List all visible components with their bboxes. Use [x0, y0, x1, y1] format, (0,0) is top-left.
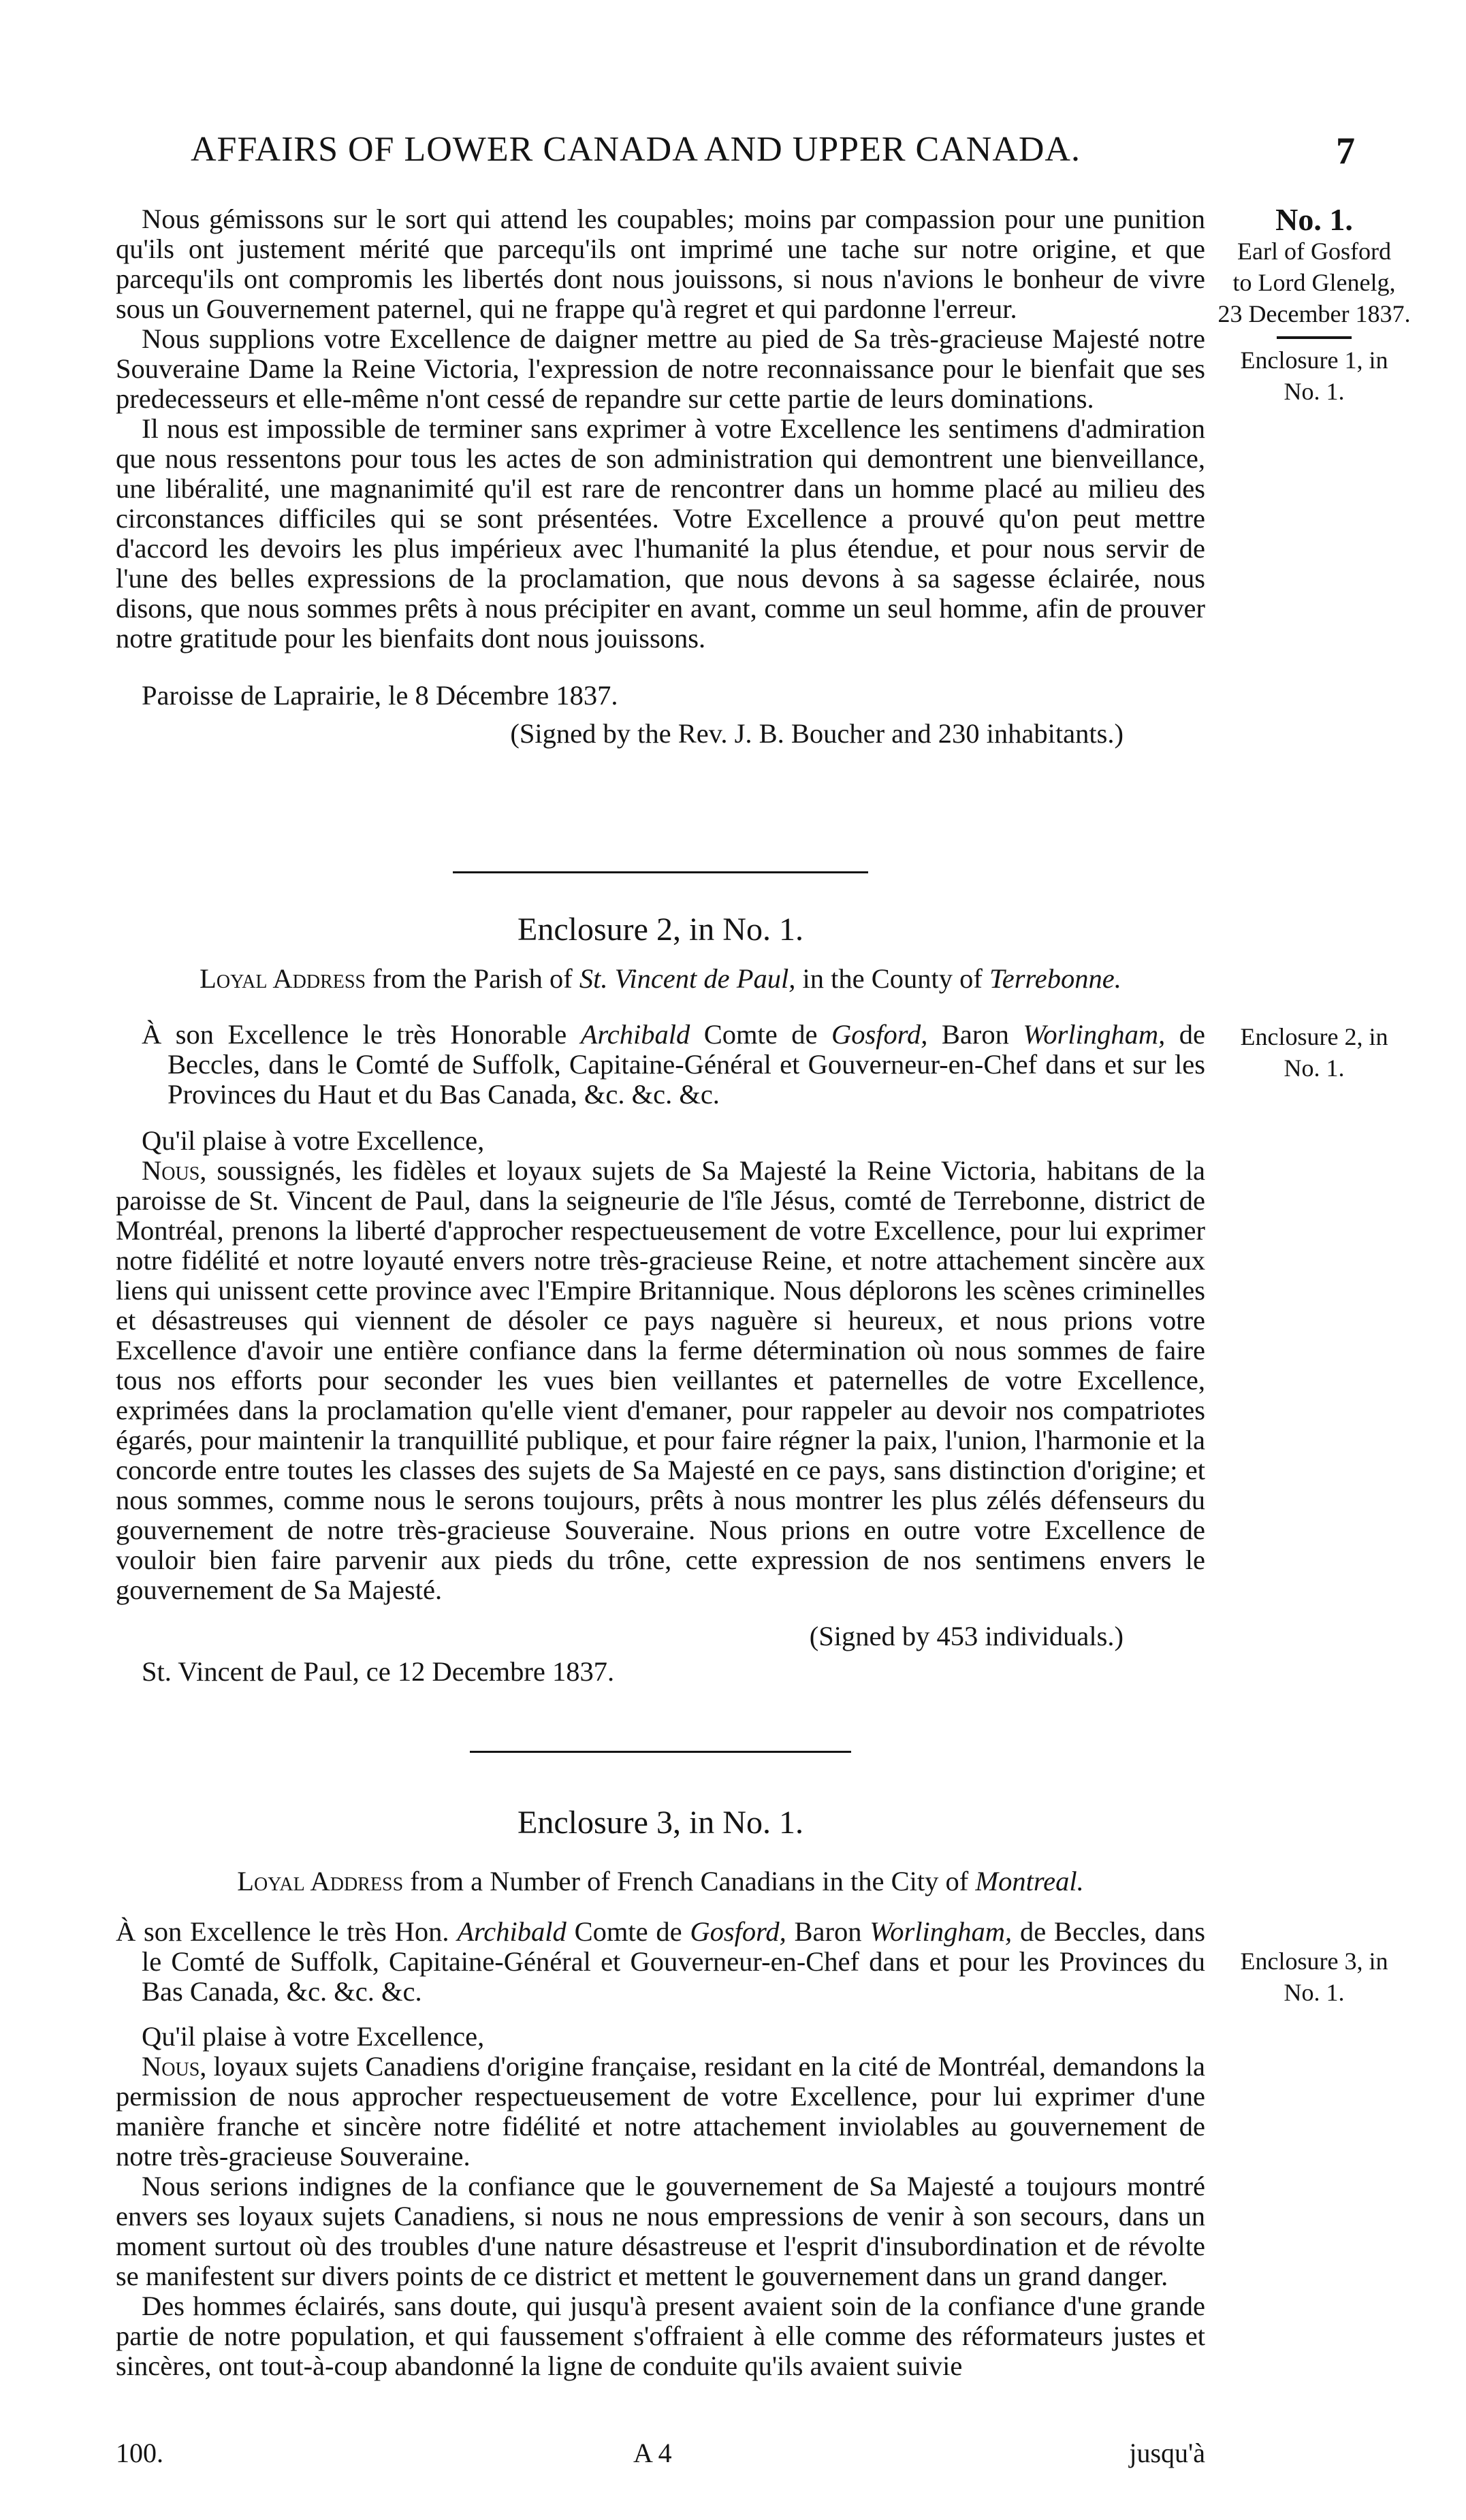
- enclosure3-paragraph: Des hommes éclairés, sans doute, qui jusqu'à present avaient soin de la confiance d'une grande partie de notre population, et qui faussement s'offraient à elle comme des réformateurs justes et sincères, ont tout-à-coup abandonné la ligne de conduite qu'ils avaient suivie: [116, 2291, 1205, 2381]
- enclosure3-heading: Enclosure 3, in No. 1.: [517, 1805, 803, 1841]
- enclosure3-section: [116, 1804, 1205, 2381]
- enclosure2-signature: (Signed by 453 individuals.): [809, 1621, 1124, 1651]
- enclosure1-paragraph: Nous gémissons sur le sort qui attend les coupables; moins par compassion pour une punition qu'ils ont justement mérité que parcequ'ils ont imprimé une tache sur notre origine, et que parcequ'ils ont compromis les libertés dont nous jouissons, si nous n'avions le bonheur de vivre sous un Gouvernement paternel, qui ne frappe qu'à regret et qui pardonne l'erreur.: [116, 204, 1205, 324]
- enclosure2-subtitle: Loyal Address from the Parish of St. Vincent de Paul, in the County of Terrebonne.: [200, 963, 1121, 994]
- margin-enclosure1-line2: No. 1.: [1284, 378, 1345, 405]
- margin-to: to Lord Glenelg,: [1232, 269, 1396, 296]
- margin-from: Earl of Gosford: [1237, 238, 1391, 265]
- enclosure1-signature: (Signed by the Rev. J. B. Boucher and 230 inhabitants.): [510, 718, 1124, 749]
- margin-enclosure2-line2: No. 1.: [1284, 1054, 1345, 1082]
- margin-date: 23 December 1837.: [1217, 300, 1411, 327]
- divider-rule: [470, 1751, 851, 1753]
- page-footer: [116, 2437, 1205, 2478]
- margin-enclosure1-line1: Enclosure 1, in: [1240, 346, 1388, 374]
- margin-note-no1: [1209, 204, 1420, 407]
- section-divider: [116, 871, 1205, 873]
- section-divider: [116, 1751, 1205, 1753]
- enclosure3-paragraph: Nous serions indignes de la confiance que le gouvernement de Sa Majesté a toujours montré envers ses loyaux sujets Canadiens, si nous ne nous empressions de venir à son secours, dans un moment surtout où des troubles d'une nature désastreuse et l'esprit d'insubordination et de révolte se manifestent sur divers points de ce district et mettent le gouvernement dans un grand danger.: [116, 2171, 1205, 2291]
- running-title: AFFAIRS OF LOWER CANADA AND UPPER CANADA.: [191, 130, 1081, 169]
- enclosure1-body: [116, 204, 1205, 749]
- enclosure2-addressee: À son Excellence le très Honorable Archibald Comte de Gosford, Baron Worlingham, de Beccles, dans le Comté de Suffolk, Capitaine-Général et Gouverneur-en-Chef dans et sur les Provinces du Haut et du Bas Canada, &c. &c. &c.: [142, 1019, 1205, 1110]
- enclosure3-subtitle: Loyal Address from a Number of French Canadians in the City of Montreal.: [237, 1866, 1084, 1896]
- divider-rule: [453, 871, 868, 873]
- margin-enclosure3-line1: Enclosure 3, in: [1240, 1948, 1388, 1975]
- footer-signature-mark: A 4: [633, 2438, 672, 2468]
- margin-note-enclosure3: [1209, 1945, 1420, 2008]
- enclosure3-salutation: Qu'il plaise à votre Excellence,: [142, 2021, 485, 2052]
- footer-page-ref: 100.: [116, 2438, 163, 2468]
- footer-catchword: jusqu'à: [1129, 2438, 1205, 2468]
- enclosure1-paragraph: Il nous est impossible de terminer sans exprimer à votre Excellence les sentimens d'admiration que nous ressentons pour tous les actes de son administration qui demontrent une bienveillance, une libéralité, une magnanimité qu'il est rare de rencontrer dans un homme placé au milieu des circonstances difficiles qui se sont présentées. Votre Excellence a prouvé qu'on peut mettre d'accord les devoirs les plus impérieux avec l'humanité la plus étendue, et pour nous servir de l'une des belles expressions de la proclamation, que nous devons à sa sagesse éclairée, nous disons, que nous sommes prêts à nous précipiter en avant, comme un seul homme, afin de prouver notre gratitude pour les bienfaits dont nous jouissons.: [116, 413, 1205, 653]
- margin-rule: [1277, 336, 1352, 339]
- enclosure1-paragraph: Nous supplions votre Excellence de daigner mettre au pied de Sa très-gracieuse Majesté notre Souveraine Dame la Reine Victoria, l'expression de notre reconnaissance pour le bienfait que ses predecesseurs et elle-même n'ont cessé de repandre sur cette partie de leurs dominations.: [116, 323, 1205, 414]
- margin-doc-number: No. 1.: [1275, 202, 1353, 237]
- page-number: 7: [1336, 130, 1355, 172]
- enclosure1-place-date: Paroisse de Laprairie, le 8 Décembre 1837.: [142, 680, 618, 711]
- margin-enclosure3-line2: No. 1.: [1284, 1979, 1345, 2006]
- enclosure3-paragraph: Nous, loyaux sujets Canadiens d'origine française, residant en la cité de Montréal, demandons la permission de nous approcher respectueusement de votre Excellence, pour lui exprimer d'une manière franche et sincère notre fidélité et notre attachement inviolables au gouvernement de notre très-gracieuse Souveraine.: [116, 2051, 1205, 2171]
- enclosure2-place-date: St. Vincent de Paul, ce 12 Decembre 1837.: [142, 1656, 615, 1687]
- enclosure2-body: Nous, soussignés, les fidèles et loyaux sujets de Sa Majesté la Reine Victoria, habitans de la paroisse de St. Vincent de Paul, dans la seigneurie de l'île Jésus, comté de Terrebonne, district de Montréal, prenons la liberté d'approcher respectueusement de votre Excellence, pour lui exprimer notre fidélité et notre loyauté envers notre très-gracieuse Reine, et notre attachement sincère aux liens qui unissent cette province avec l'Empire Britannique. Nous déplorons les scènes criminelles et désastreuses qui viennent de désoler ce pays naguère si heureux, et nous prions votre Excellence d'avoir une entière confiance dans la ferme détermination où nous sommes de faire tous nos efforts pour seconder les vues bien veillantes et paternelles de votre Excellence, exprimées dans la proclamation qu'elle vient d'emaner, pour rappeler au devoir nos compatriotes égarés, pour maintenir la tranquillité publique, et pour faire régner la paix, l'union, l'harmonie et la concorde entre toutes les classes des sujets de Sa Majesté en ce pays, sans distinction d'origine; et nous sommes, comme nous le serons toujours, prêts à nous montrer les plus zélés défenseurs du gouvernement de notre très-gracieuse Souveraine. Nous prions en outre votre Excellence de vouloir bien faire parvenir aux pieds du trône, cette expression de nos sentimens envers le gouvernement de Sa Majesté.: [116, 1155, 1205, 1605]
- enclosure2-salutation: Qu'il plaise à votre Excellence,: [142, 1125, 485, 1156]
- enclosure2-section: [116, 911, 1205, 1687]
- enclosure3-addressee: À son Excellence le très Hon. Archibald Comte de Gosford, Baron Worlingham, de Beccles, dans le Comté de Suffolk, Capitaine-Général et Gouverneur-en-Chef dans et pour les Provinces du Bas Canada, &c. &c. &c.: [116, 1916, 1205, 2007]
- enclosure2-heading: Enclosure 2, in No. 1.: [517, 911, 803, 948]
- margin-enclosure2-line1: Enclosure 2, in: [1240, 1023, 1388, 1050]
- page-header: [116, 129, 1355, 184]
- margin-note-enclosure2: [1209, 1021, 1420, 1084]
